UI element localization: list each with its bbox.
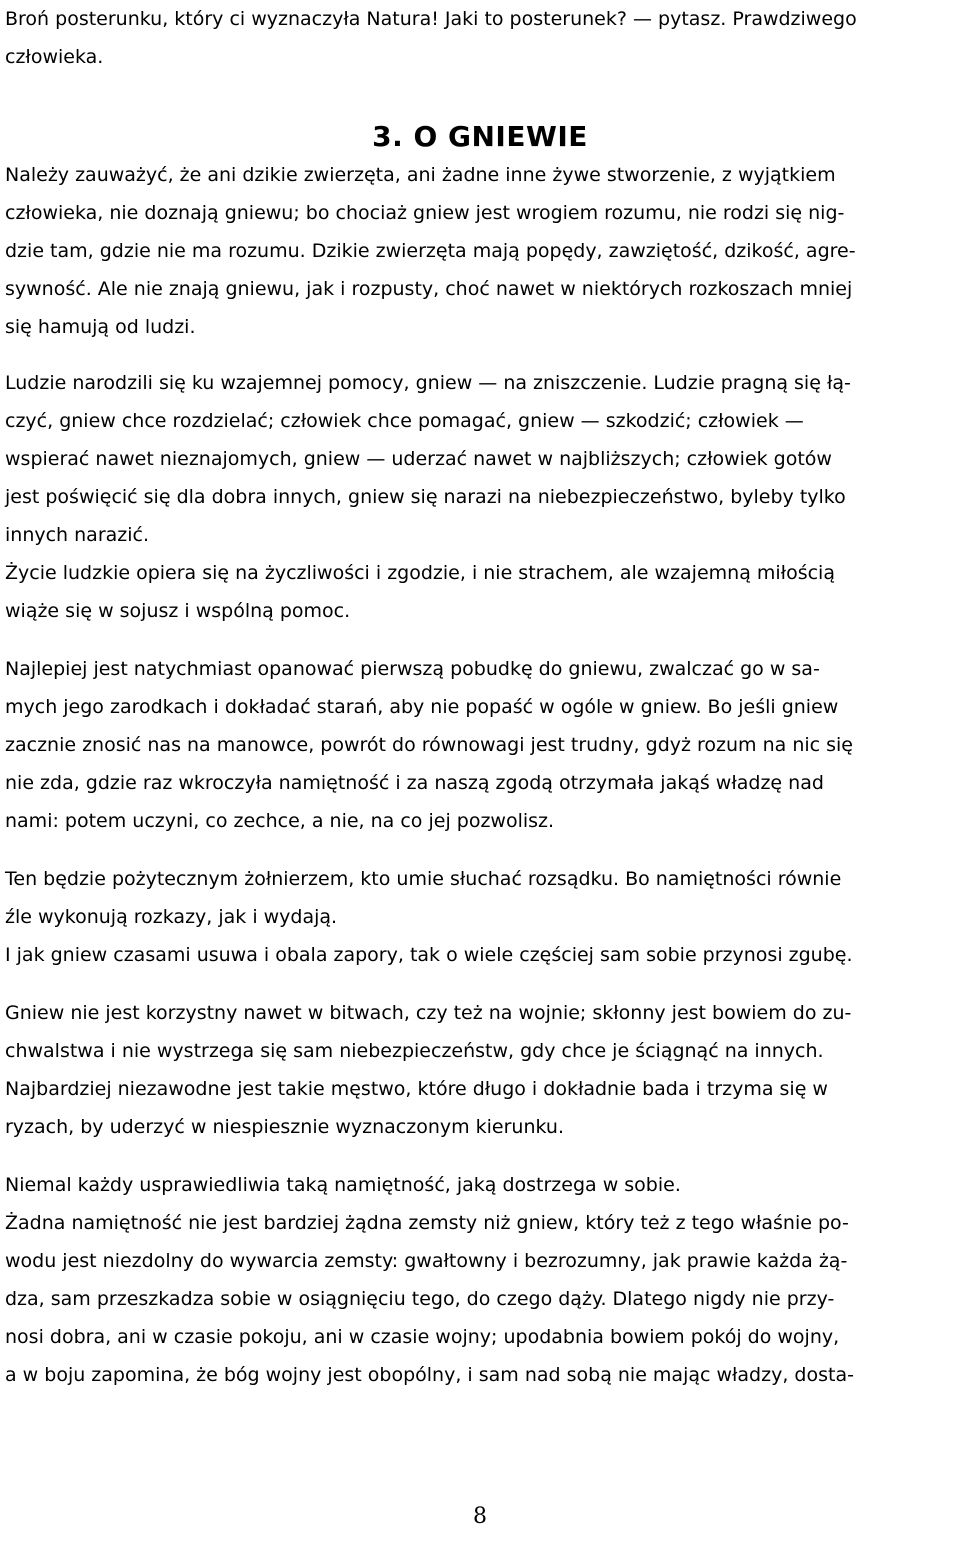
text-line: dzie tam, gdzie nie ma rozumu. Dzikie zwierzęta mają popędy, zawziętość, dzikość, agre- [5, 240, 856, 262]
document-page [5, 0, 955, 1394]
text-line: czyć, gniew chce rozdzielać; człowiek chce pomagać, gniew — szkodzić; człowiek — [5, 410, 804, 432]
text-line: się hamują od ludzi. [5, 316, 196, 338]
text-line: Życie ludzkie opiera się na życzliwości i zgodzie, i nie strachem, ale wzajemną miłością [5, 562, 835, 584]
text-line: Najlepiej jest natychmiast opanować pierwszą pobudkę do gniewu, zwalczać go w sa- [5, 658, 820, 680]
text-line: Należy zauważyć, że ani dzikie zwierzęta, ani żadne inne żywe stworzenie, z wyjątkiem [5, 164, 836, 186]
page-number: 8 [473, 1504, 487, 1529]
text-line: Żadna namiętność nie jest bardziej żądna zemsty niż gniew, który też z tego właśnie po- [5, 1212, 849, 1234]
text-line: sywność. Ale nie znają gniewu, jak i rozpusty, choć nawet w niektórych rozkoszach mniej [5, 278, 853, 300]
text-line: Ludzie narodzili się ku wzajemnej pomocy, gniew — na zniszczenie. Ludzie pragną się łą- [5, 372, 851, 394]
text-line: nosi dobra, ani w czasie pokoju, ani w czasie wojny; upodabnia bowiem pokój do wojny, [5, 1326, 840, 1348]
text-line: a w boju zapomina, że bóg wojny jest obopólny, i sam nad sobą nie mając władzy, dosta- [5, 1364, 854, 1386]
text-line: Najbardziej niezawodne jest takie męstwo, które długo i dokładnie bada i trzyma się w [5, 1078, 828, 1100]
text-line: Broń posterunku, który ci wyznaczyła Natura! Jaki to posterunek? — pytasz. Prawdziwego [5, 8, 857, 30]
text-line: innych narazić. [5, 524, 150, 546]
text-line: Gniew nie jest korzystny nawet w bitwach, czy też na wojnie; skłonny jest bowiem do zu- [5, 1002, 852, 1024]
text-line: Niemal każdy usprawiedliwia taką namiętność, jaką dostrzega w sobie. [5, 1174, 681, 1196]
paragraph-3 [5, 650, 955, 840]
text-line: ryzach, by uderzyć w niespiesznie wyznaczonym kierunku. [5, 1116, 565, 1138]
text-line: I jak gniew czasami usuwa i obala zapory, tak o wiele częściej sam sobie przynosi zgubę. [5, 944, 853, 966]
text-line: wspierać nawet nieznajomych, gniew — uderzać nawet w najbliższych; człowiek gotów [5, 448, 832, 470]
text-line: chwalstwa i nie wystrzega się sam niebezpieczeństw, gdy chce je ściągnąć na innych. [5, 1040, 824, 1062]
text-line: człowieka. [5, 46, 104, 68]
text-line: źle wykonują rozkazy, jak i wydają. [5, 906, 338, 928]
intro-paragraph [5, 0, 955, 76]
text-line: wiąże się w sojusz i wspólną pomoc. [5, 600, 351, 622]
text-line: Ten będzie pożytecznym żołnierzem, kto umie słuchać rozsądku. Bo namiętności równie [5, 868, 842, 890]
chapter-title: 3. O GNIEWIE [372, 120, 588, 153]
text-line: wodu jest niezdolny do wywarcia zemsty: gwałtowny i bezrozumny, jak prawie każda żą- [5, 1250, 848, 1272]
text-line: nie zda, gdzie raz wkroczyła namiętność i za naszą zgodą otrzymała jakąś władzę nad [5, 772, 824, 794]
paragraph-6 [5, 1166, 955, 1394]
text-line: nami: potem uczyni, co zechce, a nie, na co jej pozwolisz. [5, 810, 555, 832]
text-line: człowieka, nie doznają gniewu; bo chociaż gniew jest wrogiem rozumu, nie rodzi się nig- [5, 202, 845, 224]
paragraph-1 [5, 156, 955, 346]
text-line: jest poświęcić się dla dobra innych, gniew się narazi na niebezpieczeństwo, byleby tylko [5, 486, 846, 508]
text-line: dza, sam przeszkadza sobie w osiągnięciu tego, do czego dąży. Dlatego nigdy nie przy- [5, 1288, 835, 1310]
text-line: zacznie znosić nas na manowce, powrót do równowagi jest trudny, gdyż rozum na nic się [5, 734, 853, 756]
paragraph-5 [5, 994, 955, 1146]
paragraph-2 [5, 364, 955, 630]
paragraph-4 [5, 860, 955, 974]
text-line: mych jego zarodkach i dokładać starań, aby nie popaść w ogóle w gniew. Bo jeśli gniew [5, 696, 839, 718]
